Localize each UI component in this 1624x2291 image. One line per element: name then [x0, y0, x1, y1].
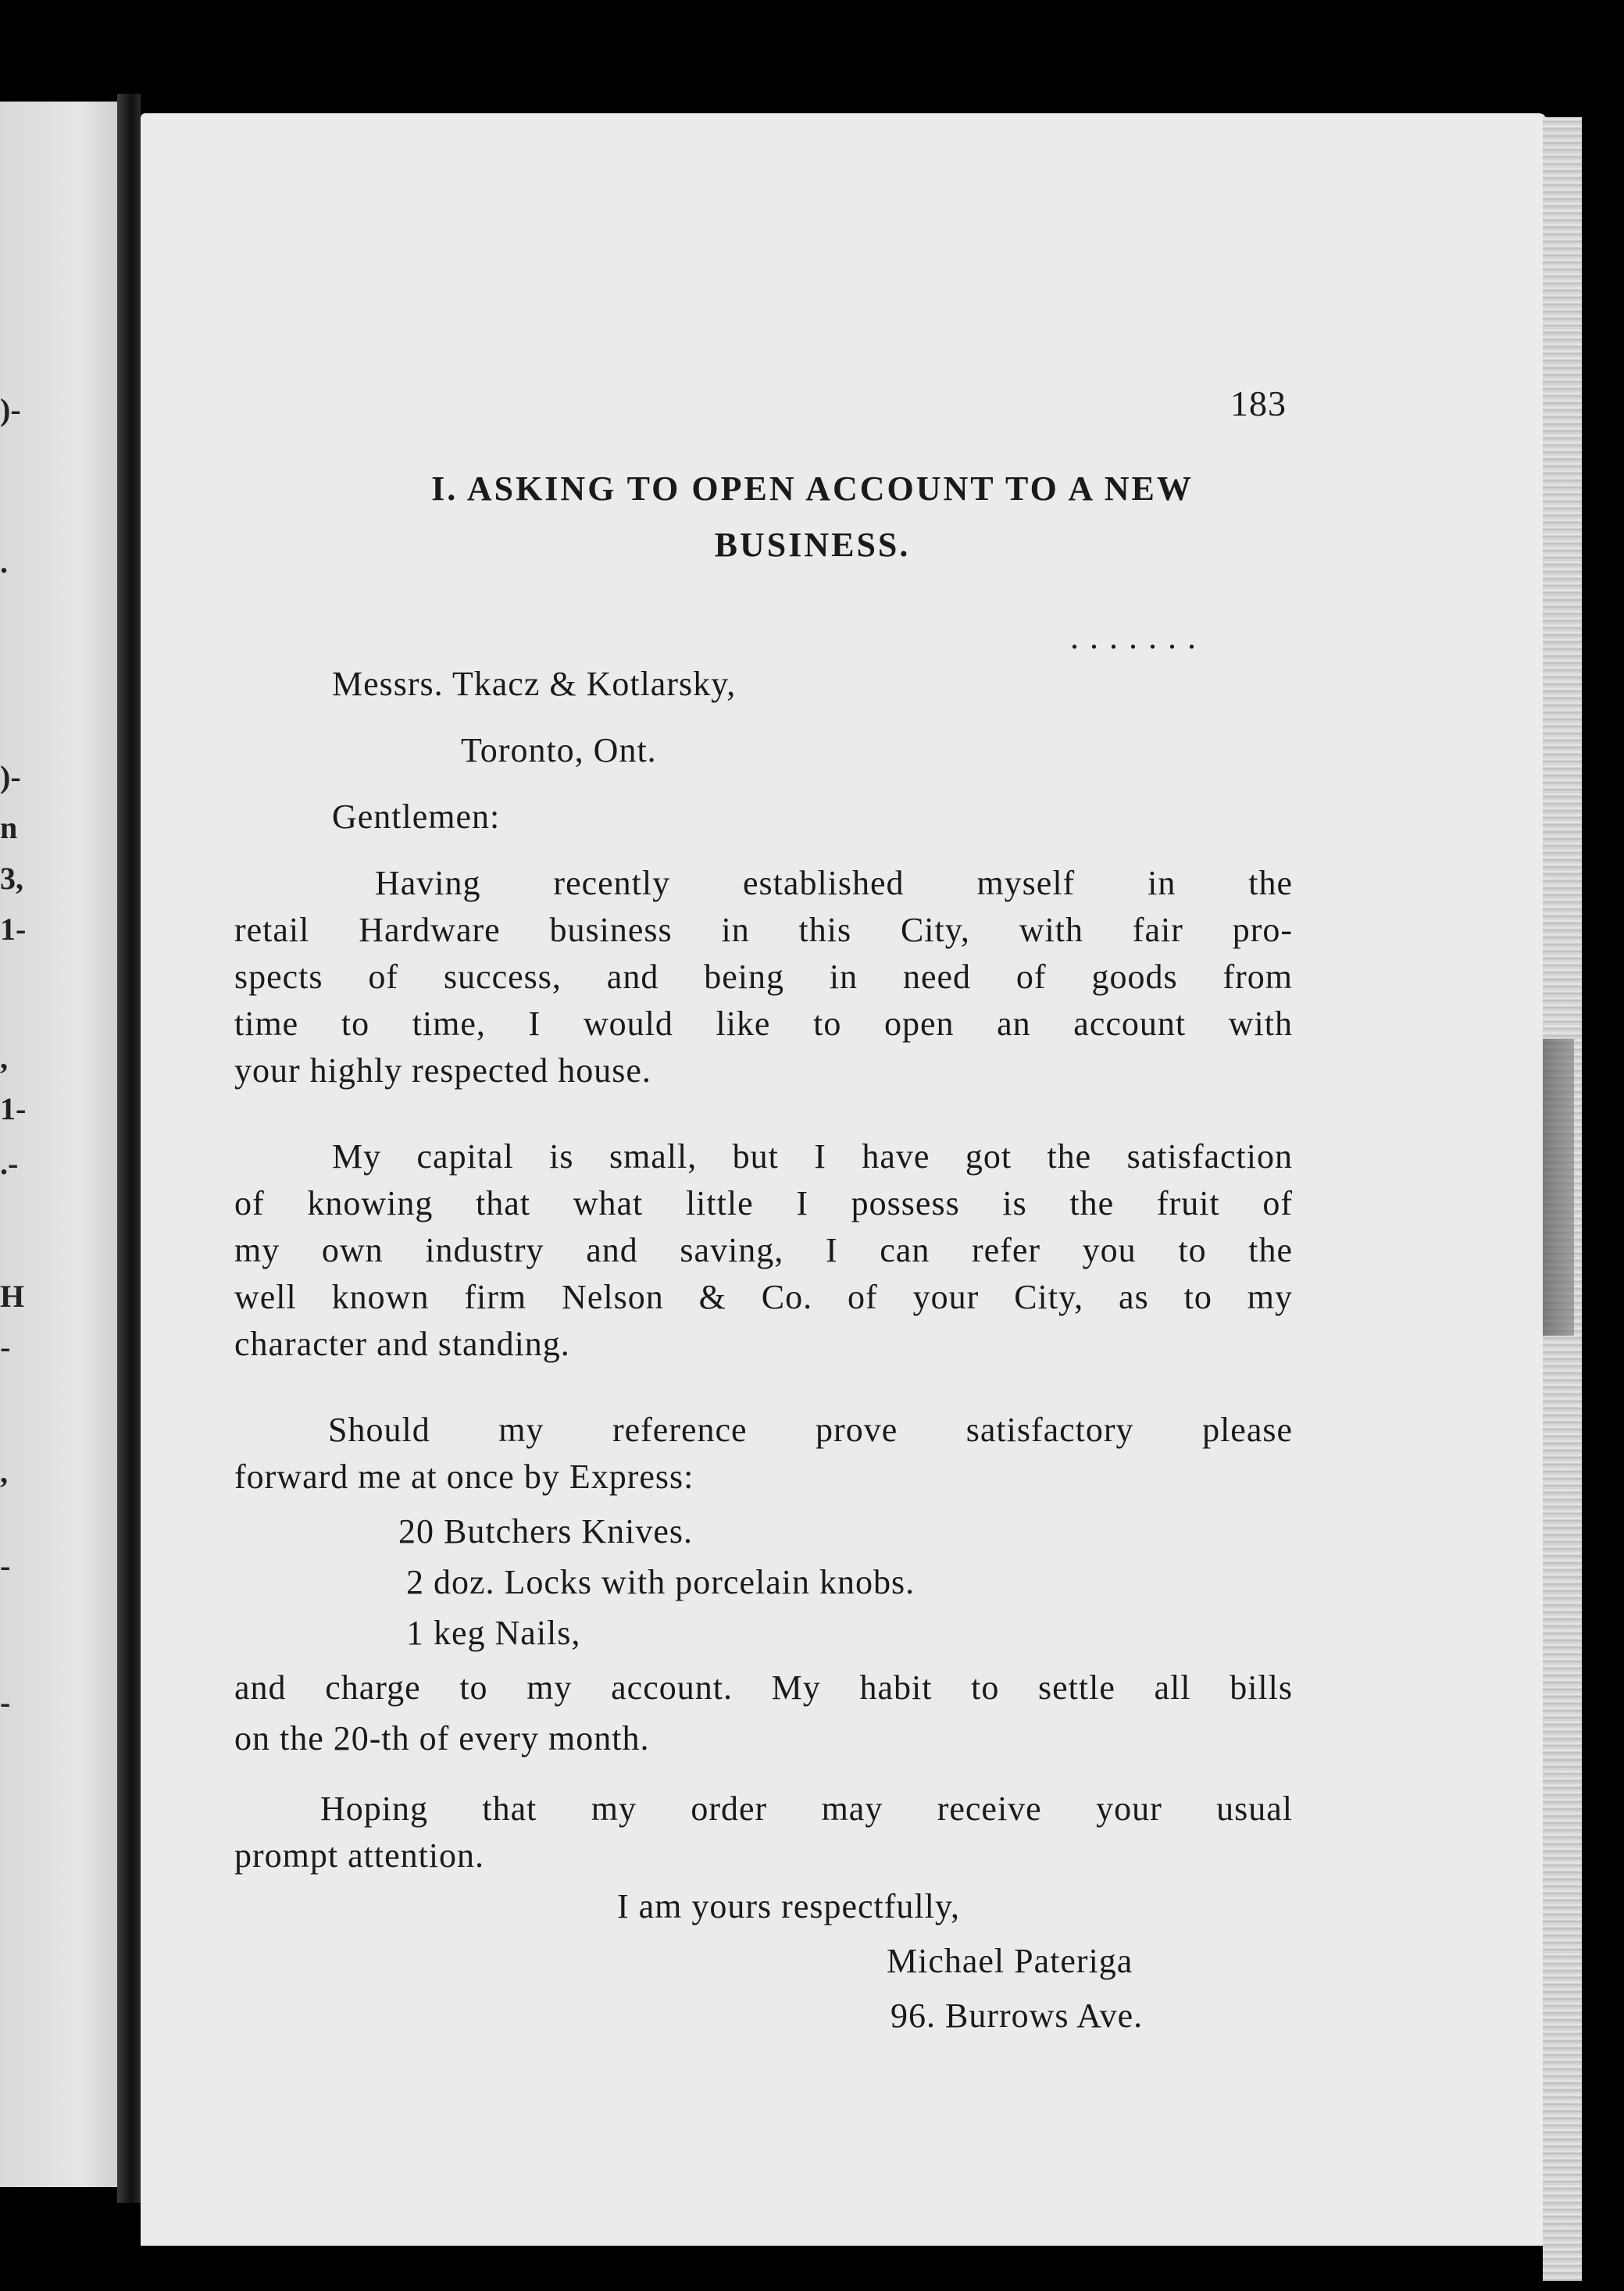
signature-address: 96. Burrows Ave.	[891, 1997, 1144, 2035]
margin-fragment: 1-	[0, 1091, 27, 1126]
paragraph-4-line: and charge to my account. My habit to settle all bills	[234, 1668, 1293, 1707]
paragraph-3-line: forward me at once by Express:	[234, 1458, 694, 1496]
addressee-city: Toronto, Ont.	[461, 731, 657, 769]
margin-fragment: -	[0, 1329, 11, 1365]
margin-fragment: -	[0, 1548, 11, 1583]
salutation: Gentlemen:	[332, 798, 501, 836]
signature-name: Michael Pateriga	[887, 1942, 1133, 1980]
letter-title-line-2: BUSINESS.	[714, 526, 911, 564]
paragraph-2-line: well known firm Nelson & Co. of your City, as to my	[234, 1278, 1293, 1316]
paragraph-2-line: of knowing that what little I possess is the fruit of	[234, 1184, 1293, 1222]
date-placeholder: .......	[1070, 618, 1207, 656]
order-item: 2 doz. Locks with porcelain knobs.	[406, 1563, 916, 1601]
paragraph-3-line: Should my reference prove satisfactory please	[328, 1411, 1293, 1449]
page-number: 183	[1230, 384, 1287, 423]
book-gutter	[117, 94, 141, 2203]
paragraph-1-line: Having recently established myself in the	[375, 864, 1293, 902]
paragraph-1-line: spects of success, and being in need of goods from	[234, 958, 1293, 996]
margin-fragment: ,	[0, 1040, 8, 1076]
paragraph-1-line: retail Hardware business in this City, with fair pro-	[234, 911, 1293, 949]
closing: I am yours respectfully,	[617, 1887, 961, 1925]
paragraph-4-line: on the 20-th of every month.	[234, 1719, 650, 1758]
margin-fragment: .	[0, 544, 8, 580]
margin-fragment: )-	[0, 392, 21, 427]
margin-fragment: H	[0, 1279, 25, 1314]
letter-title-line-1: I. ASKING TO OPEN ACCOUNT TO A NEW	[431, 469, 1194, 508]
margin-fragment: 3,	[0, 861, 23, 896]
paragraph-2-line: My capital is small, but I have got the satisfaction	[332, 1137, 1293, 1176]
paragraph-5-line: Hoping that my order may receive your usual	[320, 1790, 1293, 1828]
paragraph-1-line: time to time, I would like to open an account with	[234, 1005, 1293, 1043]
paragraph-2-line: my own industry and saving, I can refer you to the	[234, 1231, 1293, 1269]
order-item: 20 Butchers Knives.	[398, 1512, 694, 1551]
margin-fragment: )-	[0, 759, 21, 794]
margin-fragment: n	[0, 810, 18, 845]
margin-fragment: .-	[0, 1146, 19, 1181]
paragraph-1-line: your highly respected house.	[234, 1051, 651, 1090]
edge-smudge	[1543, 1039, 1574, 1336]
order-item: 1 keg Nails,	[406, 1614, 581, 1652]
margin-fragment: 1-	[0, 912, 27, 947]
margin-fragment: ,	[0, 1454, 8, 1490]
page-stack-edge	[1543, 117, 1582, 2281]
paragraph-5-line: prompt attention.	[234, 1836, 485, 1875]
margin-fragment: -	[0, 1685, 11, 1720]
paragraph-2-line: character and standing.	[234, 1325, 570, 1363]
facing-page-edge	[0, 102, 117, 2187]
addressee-name: Messrs. Tkacz & Kotlarsky,	[332, 665, 737, 703]
